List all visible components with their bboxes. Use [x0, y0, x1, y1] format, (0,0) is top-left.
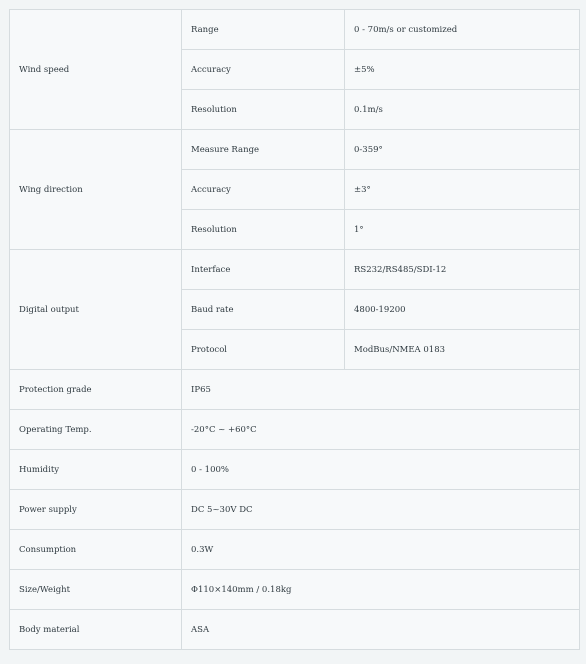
- row-label-size-weight: Size/Weight: [10, 570, 182, 610]
- table-row: [10, 370, 580, 410]
- row-value-power-supply: DC 5~30V DC: [182, 490, 580, 530]
- param-name: Resolution: [182, 90, 345, 130]
- row-label-power-supply: Power supply: [10, 490, 182, 530]
- row-label-protection-grade: Protection grade: [10, 370, 182, 410]
- table-row: [10, 10, 580, 50]
- table-row: [10, 570, 580, 610]
- table-row: [10, 410, 580, 450]
- table-row: [10, 450, 580, 490]
- group-label-wind-speed: Wind speed: [10, 10, 182, 130]
- param-name: Accuracy: [182, 170, 345, 210]
- param-name: Resolution: [182, 210, 345, 250]
- param-value: RS232/RS485/SDI-12: [345, 250, 580, 290]
- param-name: Baud rate: [182, 290, 345, 330]
- row-value-operating-temp: -20°C ~ +60°C: [182, 410, 580, 450]
- param-value: 0.1m/s: [345, 90, 580, 130]
- param-value: 0-359°: [345, 130, 580, 170]
- spec-table-container: [9, 9, 579, 650]
- row-label-consumption: Consumption: [10, 530, 182, 570]
- table-row: [10, 610, 580, 650]
- specification-table: [9, 9, 580, 650]
- param-name: Interface: [182, 250, 345, 290]
- row-value-consumption: 0.3W: [182, 530, 580, 570]
- row-value-body-material: ASA: [182, 610, 580, 650]
- row-label-operating-temp: Operating Temp.: [10, 410, 182, 450]
- table-row: [10, 250, 580, 290]
- param-value: ±3°: [345, 170, 580, 210]
- param-name: Protocol: [182, 330, 345, 370]
- row-label-body-material: Body material: [10, 610, 182, 650]
- param-name: Range: [182, 10, 345, 50]
- row-value-humidity: 0 - 100%: [182, 450, 580, 490]
- param-value: 1°: [345, 210, 580, 250]
- param-value: ±5%: [345, 50, 580, 90]
- param-value: 4800-19200: [345, 290, 580, 330]
- group-label-wing-direction: Wing direction: [10, 130, 182, 250]
- param-name: Accuracy: [182, 50, 345, 90]
- param-value: ModBus/NMEA 0183: [345, 330, 580, 370]
- table-row: [10, 530, 580, 570]
- row-value-protection-grade: IP65: [182, 370, 580, 410]
- table-row: [10, 130, 580, 170]
- param-value: 0 - 70m/s or customized: [345, 10, 580, 50]
- row-label-humidity: Humidity: [10, 450, 182, 490]
- param-name: Measure Range: [182, 130, 345, 170]
- table-row: [10, 490, 580, 530]
- row-value-size-weight: Φ110×140mm / 0.18kg: [182, 570, 580, 610]
- group-label-digital-output: Digital output: [10, 250, 182, 370]
